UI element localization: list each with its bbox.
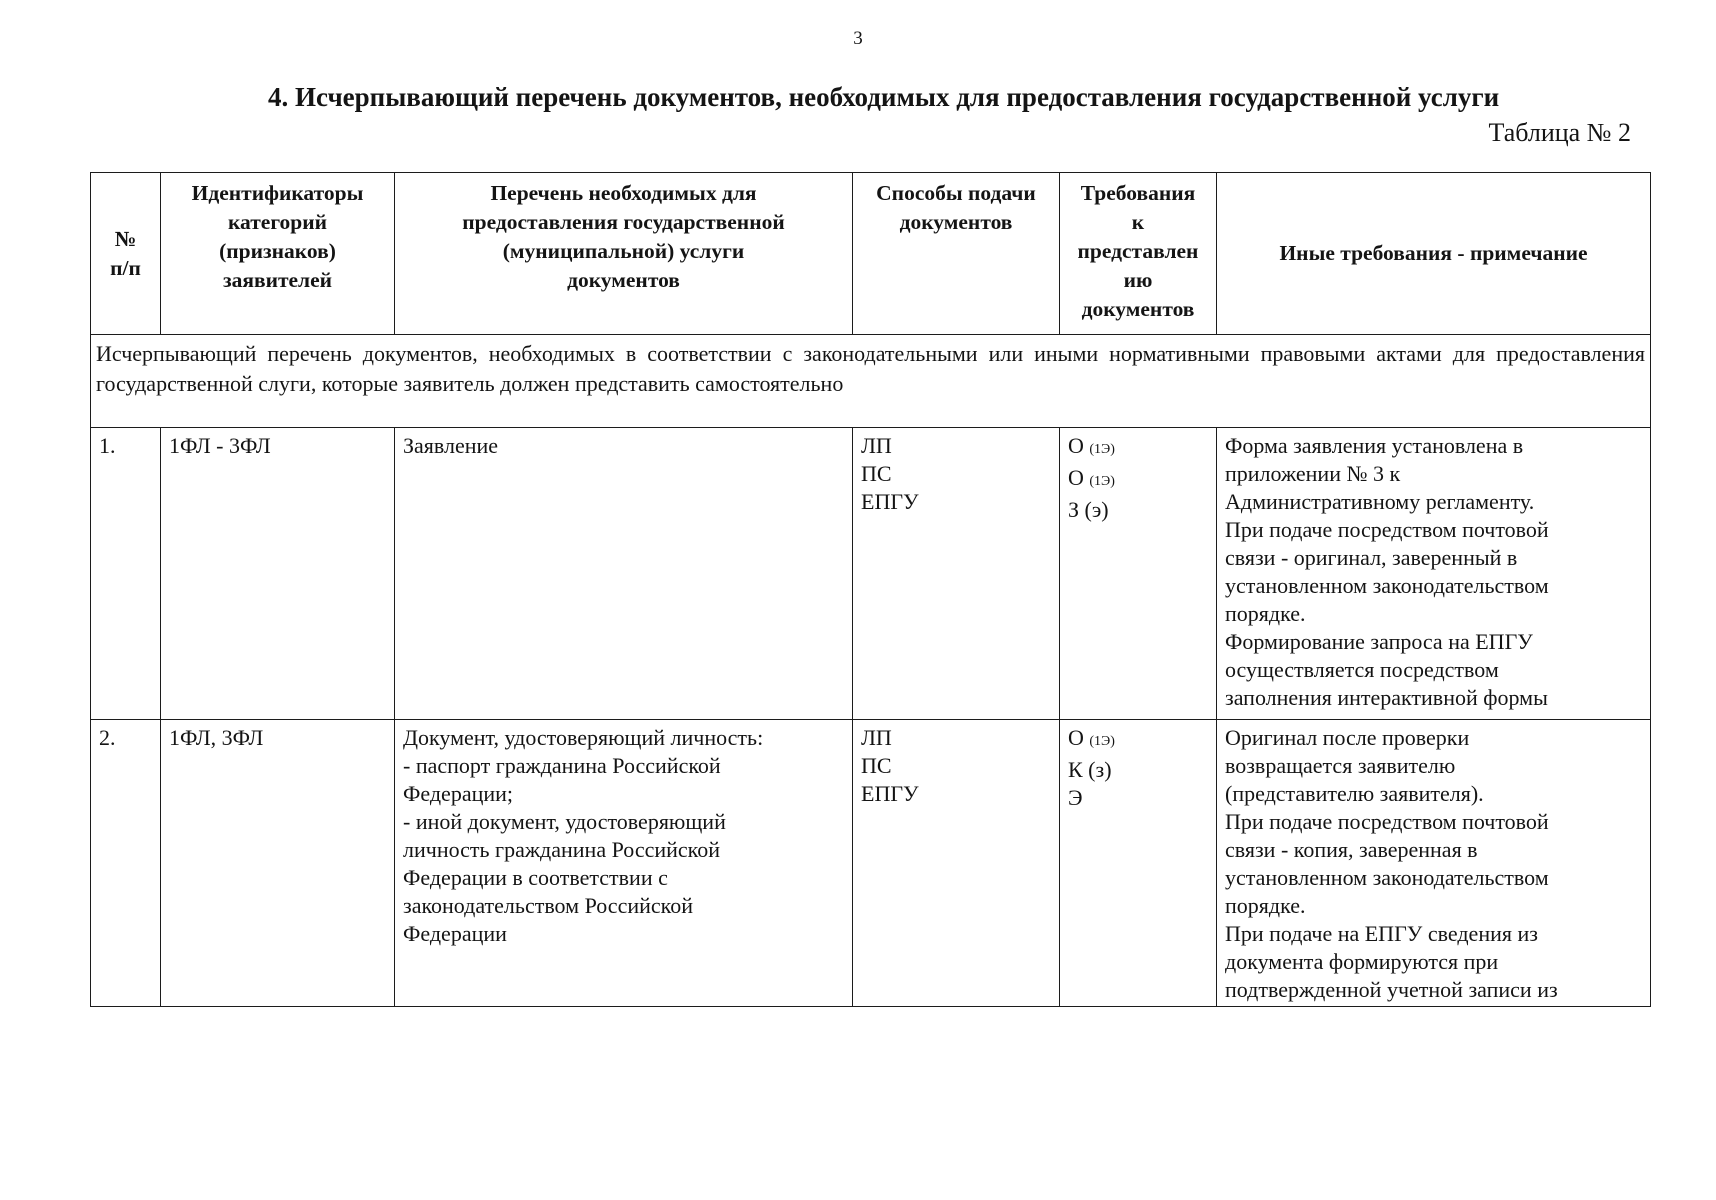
row-document [395, 720, 853, 1007]
header-documents-line: (муниципальной) услуги [502, 239, 745, 263]
note-line: порядке. [1225, 893, 1306, 918]
row-requirements [1060, 428, 1217, 720]
table-row [91, 428, 1651, 720]
header-methods [853, 173, 1060, 335]
document-line: - паспорт гражданина Российской [403, 753, 721, 778]
row-methods [853, 428, 1060, 720]
note-line: Административному регламенту. [1225, 489, 1535, 514]
header-methods-line: Способы подачи [876, 181, 1036, 205]
header-documents [395, 173, 853, 335]
document-line: законодательством Российской [403, 893, 693, 918]
note-line: Оригинал после проверки [1225, 725, 1470, 750]
note-line: связи - оригинал, заверенный в [1225, 545, 1518, 570]
header-requirements-line: представлен [1077, 239, 1199, 263]
method-item: ЛП [861, 433, 892, 458]
header-num [91, 173, 161, 335]
header-num-line: п/п [110, 255, 141, 280]
header-num-line: № [114, 226, 137, 251]
note-line: установленном законодательством [1225, 865, 1549, 890]
method-item: ЕПГУ [861, 489, 919, 514]
note-line: порядке. [1225, 601, 1306, 626]
header-requirements-line: ию [1123, 268, 1153, 292]
note-line: подтвержденной учетной записи из [1225, 977, 1558, 1002]
method-item: ЛП [861, 725, 892, 750]
requirement-note: (1Э) [1089, 442, 1115, 457]
note-line: При подаче посредством почтовой [1225, 517, 1549, 542]
table-header-row [91, 173, 1651, 335]
document-line: Федерации в соответствии с [403, 865, 668, 890]
note-line: осуществляется посредством [1225, 657, 1499, 682]
header-documents-line: Перечень необходимых для [490, 181, 757, 205]
requirement-code: О [1068, 725, 1084, 750]
row-methods [853, 720, 1060, 1007]
header-applicants-line: Идентификаторы [191, 181, 364, 205]
header-requirements-line: документов [1081, 297, 1195, 321]
method-item: ПС [861, 753, 892, 778]
header-requirements [1060, 173, 1217, 335]
requirement-code: О [1068, 465, 1084, 490]
documents-table [90, 172, 1651, 1007]
note-line: заполнения интерактивной формы [1225, 685, 1548, 710]
document-line: личность гражданина Российской [403, 837, 721, 862]
header-requirements-line: Требования [1080, 181, 1196, 205]
note-line: Форма заявления установлена в [1225, 433, 1524, 458]
requirement-item [1068, 464, 1208, 496]
note-line: возвращается заявителю [1225, 753, 1456, 778]
note-line: документа формируются при [1225, 949, 1499, 974]
header-applicants-line: заявителей [222, 268, 333, 292]
header-notes: Иные требования - примечание [1217, 173, 1651, 335]
note-line: При подаче на ЕПГУ сведения из [1225, 921, 1538, 946]
note-line: связи - копия, заверенная в [1225, 837, 1478, 862]
table-row [91, 720, 1651, 1007]
note-line: приложении № 3 к [1225, 461, 1401, 486]
section-description: Исчерпывающий перечень документов, необходимых в соответствии с законодательными или иными нормативными правовыми актами для предоставления государственной слуги, которые заявитель должен представить самостоятельно [91, 335, 1651, 428]
document-line: Заявление [403, 433, 499, 458]
requirement-code: О [1068, 433, 1084, 458]
section-row [91, 335, 1651, 428]
row-number: 1. [91, 428, 161, 720]
note-line: (представителю заявителя). [1225, 781, 1484, 806]
requirement-item [1068, 432, 1208, 464]
method-item: ПС [861, 461, 892, 486]
section-heading: 4. Исчерпывающий перечень документов, необходимых для предоставления государственной услуги [268, 82, 1500, 112]
requirement-note: (1Э) [1089, 474, 1115, 489]
row-notes [1217, 720, 1651, 1007]
header-documents-line: документов [567, 268, 680, 292]
note-line: установленном законодательством [1225, 573, 1549, 598]
requirement-item [1068, 756, 1208, 784]
note-line: Формирование запроса на ЕПГУ [1225, 629, 1533, 654]
row-requirements [1060, 720, 1217, 1007]
document-line: Документ, удостоверяющий личность: [403, 725, 764, 750]
row-document [395, 428, 853, 720]
method-item: ЕПГУ [861, 781, 919, 806]
document-line: Федерации; [403, 781, 514, 806]
header-documents-line: предоставления государственной [462, 210, 785, 234]
header-applicants-line: (признаков) [219, 239, 336, 263]
table-caption: Таблица № 2 [1488, 118, 1631, 147]
requirement-item [1068, 784, 1208, 812]
row-applicants: 1ФЛ - 3ФЛ [161, 428, 395, 720]
row-number: 2. [91, 720, 161, 1007]
row-notes [1217, 428, 1651, 720]
requirement-code: Э [1068, 785, 1083, 810]
document-line: Федерации [403, 921, 507, 946]
header-methods-line: документов [899, 210, 1013, 234]
page-number: 3 [853, 28, 863, 49]
requirement-item [1068, 496, 1208, 524]
header-applicants-line: категорий [227, 210, 328, 234]
requirement-code: З (э) [1068, 497, 1109, 522]
requirement-code: К (з) [1068, 757, 1112, 782]
document-line: - иной документ, удостоверяющий [403, 809, 726, 834]
requirement-note: (1Э) [1089, 734, 1115, 749]
requirement-item [1068, 724, 1208, 756]
header-requirements-line: к [1131, 210, 1145, 234]
row-applicants: 1ФЛ, 3ФЛ [161, 720, 395, 1007]
note-line: При подаче посредством почтовой [1225, 809, 1549, 834]
header-applicants [161, 173, 395, 335]
